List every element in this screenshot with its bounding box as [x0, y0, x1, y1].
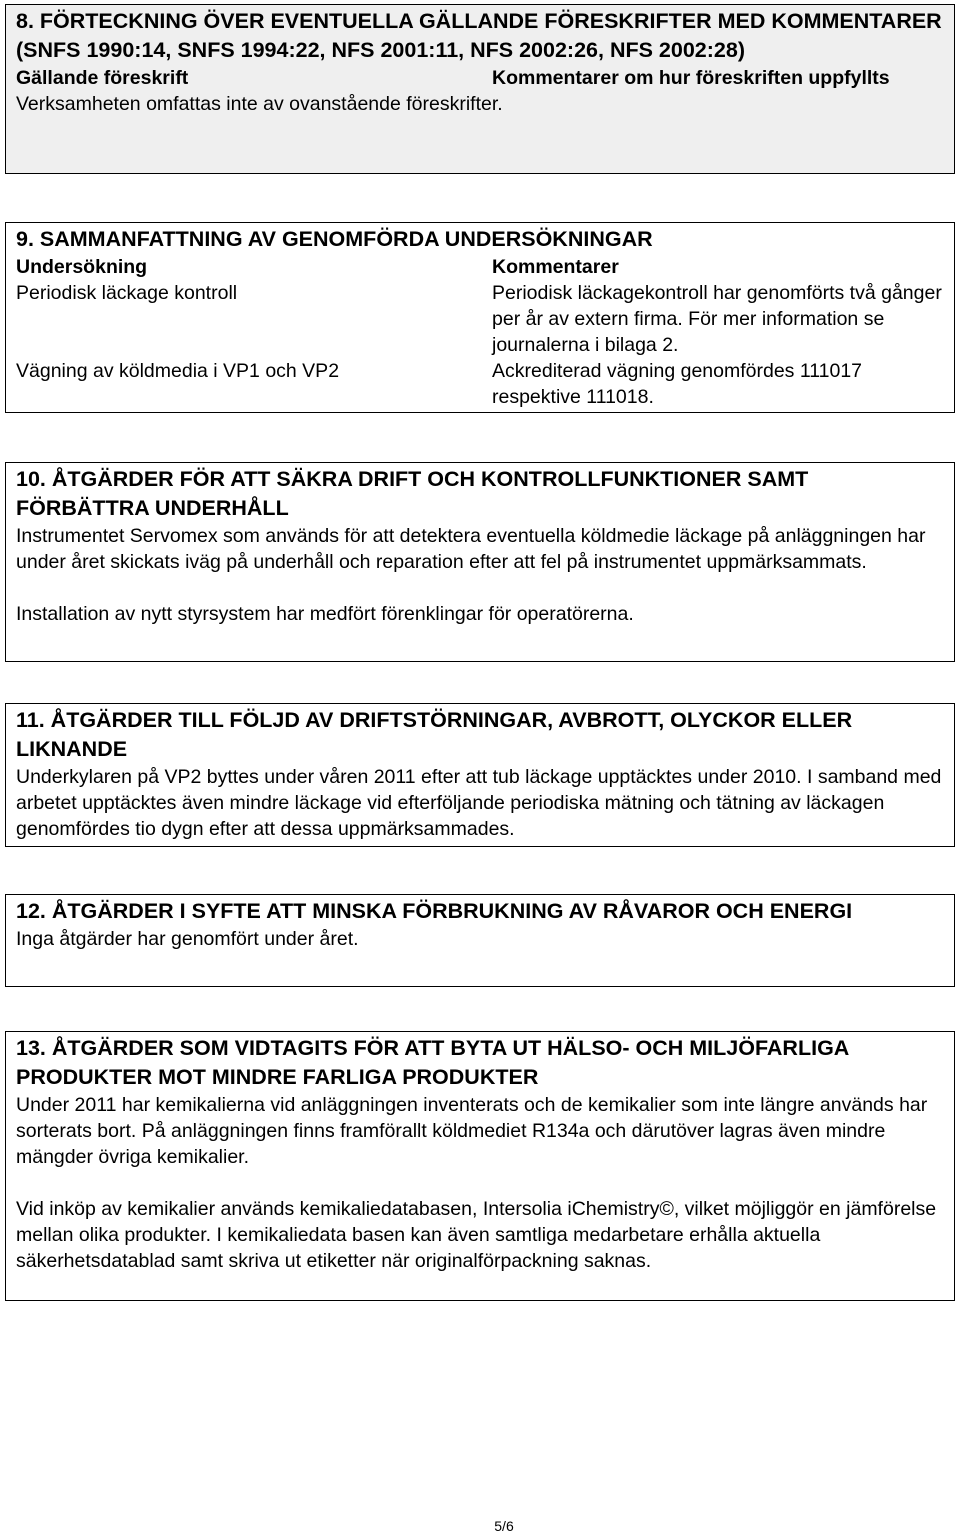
cell-kommentar: Ackrediterad vägning genomfördes 111017 respektive 111018.	[492, 360, 863, 408]
col-header-undersokning: Undersökning	[16, 256, 148, 278]
section-12-paragraph: Inga åtgärder har genomfört under året.	[16, 928, 359, 950]
table-row	[16, 280, 944, 358]
page-number: 5/6	[494, 1518, 514, 1534]
cell-kommentar: Periodisk läckagekontroll har genomförts två gånger per år av extern firma. För mer information se journalerna i bilaga 2.	[492, 282, 942, 356]
table-row	[16, 358, 944, 410]
section-11	[5, 703, 955, 847]
cell-undersokning: Periodisk läckage kontroll	[16, 282, 238, 304]
col-header-kommentarer: Kommentarer	[492, 256, 619, 278]
section-13	[5, 1031, 955, 1301]
cell-undersokning: Vägning av köldmedia i VP1 och VP2	[16, 360, 340, 382]
section-8	[5, 4, 955, 174]
page-footer	[0, 1517, 960, 1535]
section-12-heading: 12. ÅTGÄRDER I SYFTE ATT MINSKA FÖRBRUKNING AV RÅVAROR OCH ENERGI	[16, 899, 853, 923]
section-10-paragraph-2: Installation av nytt styrsystem har medfört förenklingar för operatörerna.	[16, 603, 634, 625]
section-10-heading: 10. ÅTGÄRDER FÖR ATT SÄKRA DRIFT OCH KONTROLLFUNKTIONER SAMT FÖRBÄTTRA UNDERHÅLL	[16, 467, 809, 520]
col-header-foreskrift: Gällande föreskrift	[16, 67, 189, 89]
section-8-heading: 8. FÖRTECKNING ÖVER EVENTUELLA GÄLLANDE FÖRESKRIFTER MED KOMMENTARER (SNFS 1990:14, SNFS 1994:22, NFS 2001:11, NFS 2002:26, NFS 2002:28)	[16, 9, 942, 62]
section-9-header-row	[16, 254, 944, 280]
section-10-paragraph-1: Instrumentet Servomex som används för att detektera eventuella köldmedie läckage på anläggningen har under året skickats iväg på underhåll och reparation efter att fel på instrumentet uppmärksammats.	[16, 525, 926, 573]
section-9	[5, 222, 955, 413]
section-13-paragraph-2: Vid inköp av kemikalier används kemikaliedatabasen, Intersolia iChemistry©, vilket möjliggör en jämförelse mellan olika produkter. I kemikaliedata basen kan även samtliga medarbetare erhålla aktuella säkerhetsdatablad samt skriva ut etiketter när originalförpackning saknas.	[16, 1198, 937, 1272]
section-12	[5, 894, 955, 987]
section-13-paragraph-1: Under 2011 har kemikalierna vid anläggningen inventerats och de kemikalier som inte längre används har sorterats bort. På anläggningen finns framförallt köldmediet R134a och därutöver lagras även mindre mängder övriga kemikalier.	[16, 1094, 928, 1168]
section-13-heading: 13. ÅTGÄRDER SOM VIDTAGITS FÖR ATT BYTA UT HÄLSO- OCH MILJÖFARLIGA PRODUKTER MOT MINDRE FARLIGA PRODUKTER	[16, 1036, 849, 1089]
section-11-paragraph: Underkylaren på VP2 byttes under våren 2011 efter att tub läckage upptäcktes under 2010. I samband med arbetet upptäcktes även mindre läckage vid efterföljande periodiska mätning och tätning av läckagen genomfördes tio dygn efter att dessa uppmärksammades.	[16, 766, 942, 840]
section-8-header-row	[16, 65, 944, 91]
section-10	[5, 462, 955, 662]
section-8-text: Verksamheten omfattas inte av ovanstående föreskrifter.	[16, 93, 503, 115]
col-header-kommentarer: Kommentarer om hur föreskriften uppfyllts	[492, 67, 890, 89]
section-11-heading: 11. ÅTGÄRDER TILL FÖLJD AV DRIFTSTÖRNINGAR, AVBROTT, OLYCKOR ELLER LIKNANDE	[16, 708, 853, 761]
section-9-heading: 9. SAMMANFATTNING AV GENOMFÖRDA UNDERSÖKNINGAR	[16, 227, 653, 251]
